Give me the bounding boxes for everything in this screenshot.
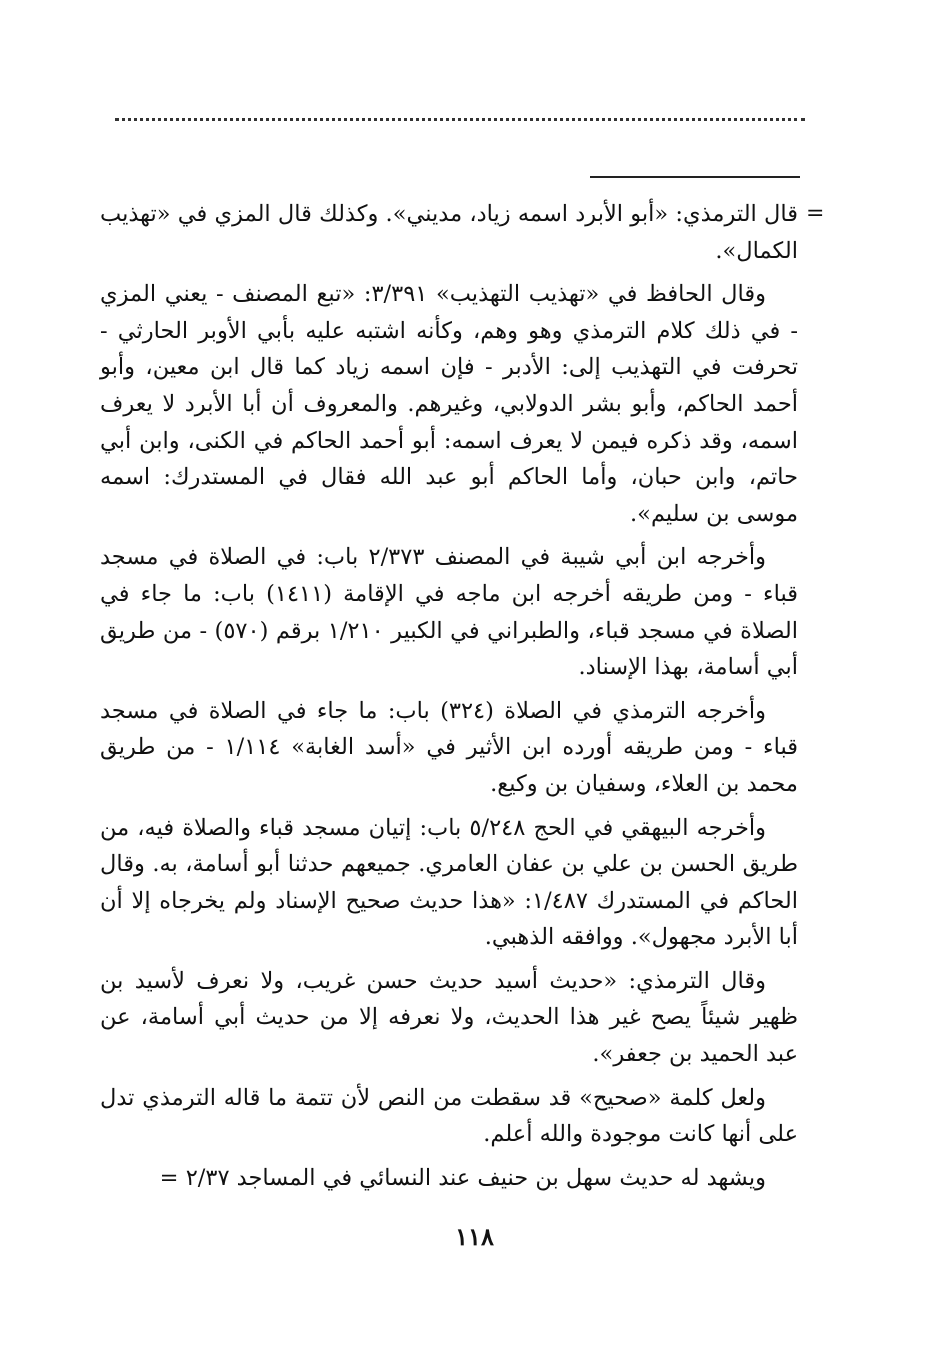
separator-dots [115, 118, 805, 135]
footnote-paragraph-2: وقال الحافظ في «تهذيب التهذيب» ٣/٣٩١: «تبع المصنف - يعني المزي - في ذلك كلام الترمذي وهو وهم، وكأنه اشتبه عليه بأبي الأوبر الحارثي - تحرفت في التهذيب إلى: الأدبر - فإن اسمه زياد كما قال ابن معين، وأبو أحمد الحاكم، وأبو بشر الدولابي، وغيرهم. والمعروف أن أبا الأبرد لا يعرف اسمه، وقد ذكره فيمن لا يعرف اسمه: أبو أحمد الحاكم في الكنى، وابن أبي حاتم، وابن حبان، وأما الحاكم أبو عبد الله فقال في المستدرك: اسمه موسى بن سليم». [100, 281, 798, 527]
footnote-paragraph-5: وأخرجه البيهقي في الحج ٥/٢٤٨ باب: إتيان مسجد قباء والصلاة فيه، من طريق الحسن بن علي بن عفان العامري. جميعهم حدثنا أبو أسامة، به. وقال الحاكم في المستدرك ١/٤٨٧: «هذا حديث صحيح الإسناد ولم يخرجاه إلا أن أبا الأبرد مجهول». ووافقه الذهبي. [100, 814, 798, 951]
footnote-text [100, 196, 798, 1203]
continuation-mark-start: = [806, 201, 825, 226]
page-number: ١١٨ [455, 1222, 494, 1251]
footnote-paragraph-6: وقال الترمذي: «حديث أسيد حديث حسن غريب، ولا نعرف لأسيد بن ظهير شيئاً يصح غير هذا الحديث، ولا نعرفه إلا من حديث أبي أسامة، عن عبد الحميد بن جعفر». [100, 967, 798, 1068]
footnote-paragraph-3: وأخرجه ابن أبي شيبة في المصنف ٢/٣٧٣ باب: في الصلاة في مسجد قباء - ومن طريقه أخرجه ابن ماجه في الإقامة (١٤١١) باب: ما جاء في الصلاة في مسجد قباء، والطبراني في الكبير ١/٢١٠ برقم (٥٧٠) - من طريق أبي أسامة، بهذا الإسناد. [100, 544, 798, 681]
footnote-paragraph-7: ولعل كلمة «صحيح» قد سقطت من النص لأن تتمة ما قاله الترمذي تدل على أنها كانت موجودة والله أعلم. [100, 1084, 798, 1148]
footnote-paragraph-4: وأخرجه الترمذي في الصلاة (٣٢٤) باب: ما جاء في الصلاة في مسجد قباء - ومن طريقه أورده ابن الأثير في «أسد الغابة» ١/١١٤ - من طريق محمد بن العلاء، وسفيان بن وكيع. [100, 697, 798, 797]
footnote-paragraph-8: ويشهد له حديث سهل بن حنيف عند النسائي في المساجد ٢/٣٧ = [159, 1164, 766, 1191]
footnote-paragraph-1: قال الترمذي: «أبو الأبرد اسمه زياد، مديني». وكذلك قال المزي في «تهذيب الكمال». [100, 201, 798, 264]
footnote-rule [590, 176, 800, 178]
